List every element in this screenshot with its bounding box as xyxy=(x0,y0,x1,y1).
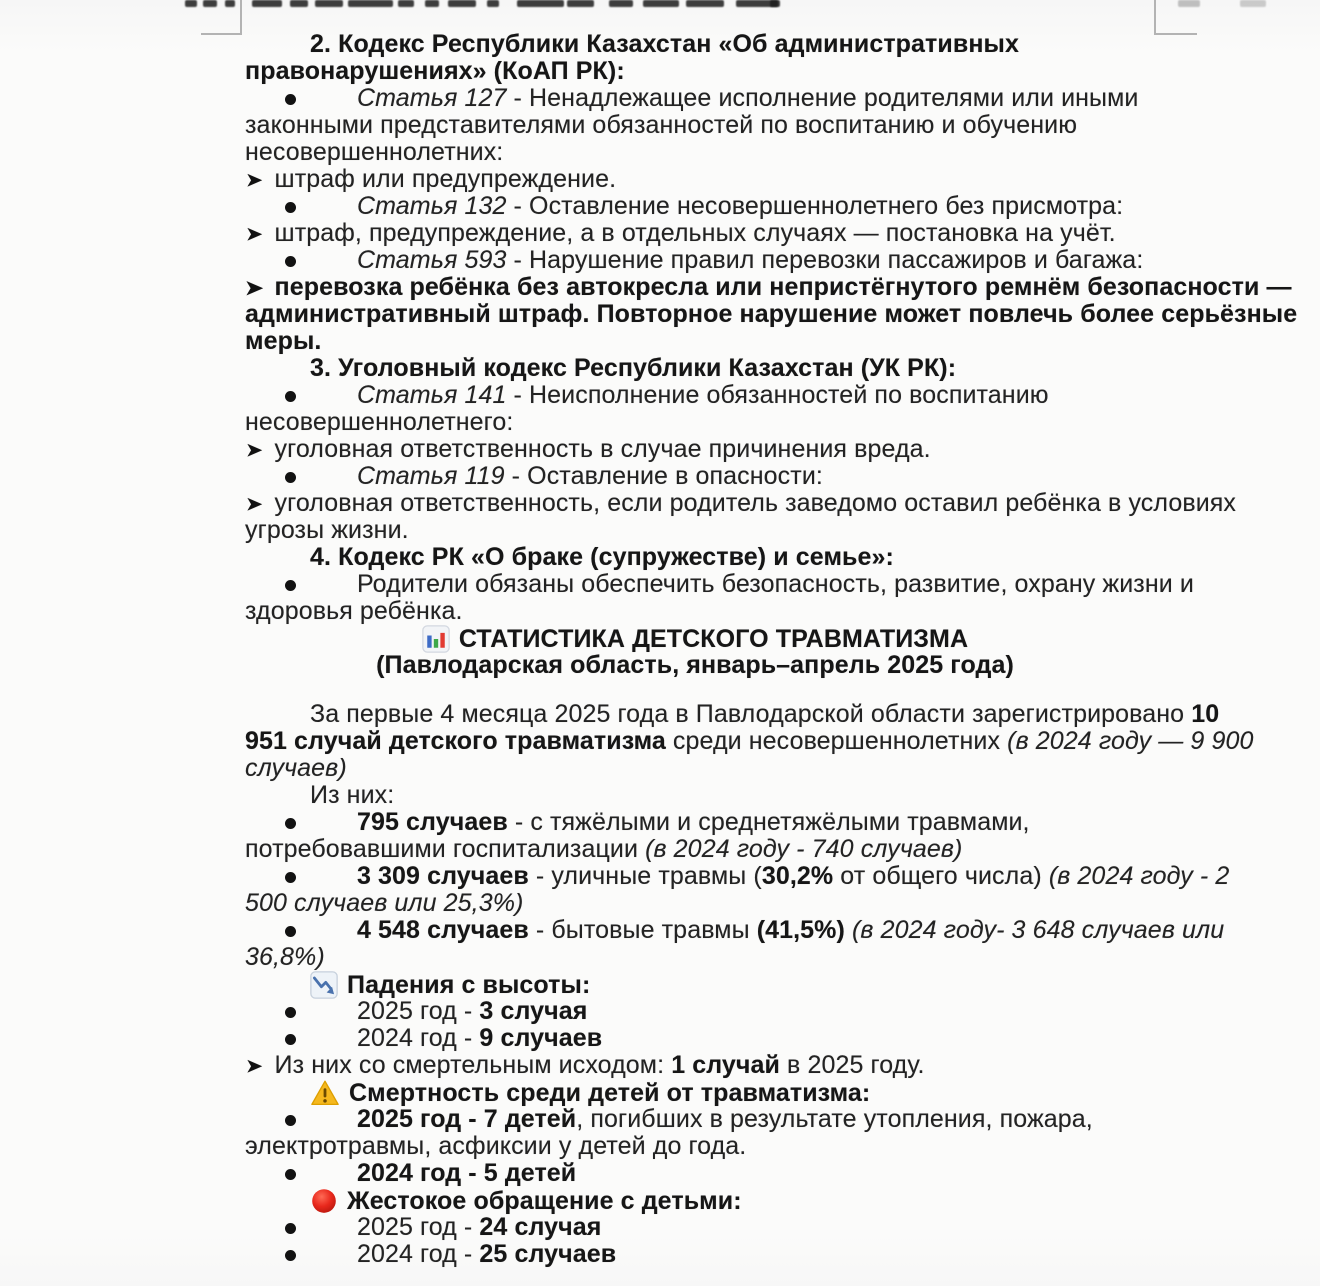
text-run: , погибших в результате утопления, пожара, xyxy=(576,1105,1093,1133)
text-run: 4. Кодекс РК «О браке (супружестве) и семье»: xyxy=(310,543,894,571)
cutoff-text-fragment xyxy=(686,0,724,7)
cutoff-text-fragment xyxy=(290,0,308,7)
doc-line xyxy=(245,220,1145,247)
doc-line xyxy=(245,436,1145,463)
doc-line xyxy=(245,727,1254,755)
bullet-icon xyxy=(285,1034,296,1045)
doc-line xyxy=(245,139,1145,166)
warning-icon xyxy=(310,1079,340,1107)
text-run: (в 2024 году - 740 случаев) xyxy=(645,835,963,863)
cutoff-text-fragment xyxy=(425,0,439,7)
doc-line xyxy=(245,862,1230,890)
text-run: 3 309 случаев xyxy=(357,862,529,890)
text-run: 30,2% xyxy=(761,862,834,890)
text-run: 2025 год - 7 детей xyxy=(357,1105,577,1133)
doc-line xyxy=(245,1052,1145,1079)
text-run: 2025 год - xyxy=(357,1213,480,1241)
doc-line xyxy=(245,382,1145,409)
doc-line xyxy=(245,409,1145,436)
cutoff-text-fragment xyxy=(398,0,414,7)
arrow-bullet-icon: ➤ xyxy=(245,492,264,515)
doc-line xyxy=(245,1214,1145,1241)
cutoff-text-fragment xyxy=(348,0,393,7)
doc-line xyxy=(245,598,1145,625)
text-run: 951 случай детского травматизма xyxy=(245,727,666,755)
doc-line xyxy=(245,1079,1145,1106)
doc-line xyxy=(245,944,1145,971)
cutoff-text-fragment xyxy=(567,0,594,7)
doc-line xyxy=(245,1133,1145,1160)
bullet-icon xyxy=(285,472,296,483)
text-run: 795 случаев xyxy=(357,808,508,836)
arrow-bullet-icon: ➤ xyxy=(245,168,264,191)
doc-line xyxy=(245,1160,1145,1187)
text-run: Падения с высоты: xyxy=(347,971,591,999)
bullet-icon xyxy=(285,202,296,213)
bar-chart-icon xyxy=(422,625,450,653)
text-run: меры. xyxy=(245,327,322,355)
bullet-icon xyxy=(285,872,296,883)
bullet-icon xyxy=(285,391,296,402)
text-run: 1 случай xyxy=(671,1051,780,1079)
doc-line xyxy=(245,85,1145,112)
doc-line xyxy=(245,517,1145,544)
text-run: Статья 593 xyxy=(357,246,507,274)
bullet-icon xyxy=(285,818,296,829)
red-circle-icon xyxy=(310,1187,338,1215)
doc-line xyxy=(245,247,1145,274)
doc-line xyxy=(245,489,1237,517)
doc-line xyxy=(245,998,1145,1025)
text-run: - уличные травмы ( xyxy=(528,862,762,890)
cutoff-text-fragment xyxy=(252,0,282,7)
text-run: штраф, предупреждение, а в отдельных случаях — постановка на учёт. xyxy=(274,219,1116,247)
doc-line xyxy=(245,166,1145,193)
text-run: СТАТИСТИКА ДЕТСКОГО ТРАВМАТИЗМА xyxy=(458,625,969,653)
text-run: несовершеннолетних: xyxy=(245,138,504,166)
text-run: (в 2024 году- 3 648 случаев или xyxy=(852,916,1225,944)
doc-line xyxy=(245,112,1145,139)
text-run: штраф или предупреждение. xyxy=(274,165,617,193)
cutoff-text-fragment xyxy=(643,0,679,7)
doc-line xyxy=(245,916,1225,944)
text-run: 2024 год - xyxy=(357,1240,480,1268)
text-run: (Павлодарская область, январь–апрель 2025 года) xyxy=(376,651,1014,679)
cutoff-text-fragment xyxy=(517,0,564,7)
text-run: 2024 год - 5 детей xyxy=(357,1159,577,1187)
text-run: случаев) xyxy=(245,754,347,782)
doc-line xyxy=(245,1025,1145,1052)
text-run: здоровья ребёнка. xyxy=(245,597,463,625)
text-run: 4 548 случаев xyxy=(357,916,529,944)
bullet-icon xyxy=(285,1223,296,1234)
text-run: 9 случаев xyxy=(479,1024,603,1052)
text-run: угрозы жизни. xyxy=(245,516,409,544)
text-run: Жестокое обращение с детьми: xyxy=(347,1187,742,1215)
text-run: (в 2024 году — 9 900 xyxy=(1007,727,1254,755)
text-run: 24 случая xyxy=(479,1213,602,1241)
doc-line xyxy=(245,782,1145,809)
doc-line xyxy=(245,809,1145,836)
text-run: Смертность среди детей от травматизма: xyxy=(349,1079,871,1107)
arrow-bullet-icon: ➤ xyxy=(245,1054,264,1077)
text-run: 3 случая xyxy=(479,997,588,1025)
cutoff-text-fragment xyxy=(315,0,343,7)
text-run: законными представителями обязанностей по воспитанию и обучению xyxy=(245,111,1078,139)
text-run: - с тяжёлыми и среднетяжёлыми травмами, xyxy=(507,808,1030,836)
bullet-icon xyxy=(285,94,296,105)
text-run: 2. Кодекс Республики Казахстан «Об административных xyxy=(310,30,1019,58)
text-run: - бытовые травмы xyxy=(528,916,757,944)
cutoff-text-fragment xyxy=(609,0,633,7)
text-run: 25 случаев xyxy=(479,1240,617,1268)
doc-line xyxy=(245,273,1292,301)
arrow-bullet-icon: ➤ xyxy=(245,438,264,461)
text-run: правонарушениях» (КоАП РК): xyxy=(245,57,625,85)
arrow-bullet-icon: ➤ xyxy=(245,222,264,245)
doc-line xyxy=(245,463,1145,490)
text-run: административный штраф. Повторное нарушение может повлечь более серьёзные xyxy=(245,300,1298,328)
doc-line xyxy=(245,193,1145,220)
text-run: - Ненадлежащее исполнение родителями или иными xyxy=(506,84,1139,112)
chart-down-icon xyxy=(310,971,338,999)
cutoff-text-fragment xyxy=(1178,0,1200,7)
text-run: (41,5%) xyxy=(756,916,845,944)
text-run: 3. Уголовный кодекс Республики Казахстан (УК РК): xyxy=(310,354,957,382)
text-run: несовершеннолетнего: xyxy=(245,408,514,436)
text-run: Из них со смертельным исходом: xyxy=(274,1051,672,1079)
text-run: 10 xyxy=(1191,700,1220,728)
document-text xyxy=(245,30,1298,1268)
text-run: уголовная ответственность, если родитель заведомо оставил ребёнка в условиях xyxy=(274,489,1237,517)
text-run: - Оставление в опасности: xyxy=(504,462,823,490)
cutoff-text-fragment xyxy=(203,0,217,7)
text-run: электротравмы, асфиксии у детей до года. xyxy=(245,1132,747,1160)
doc-line xyxy=(245,570,1194,598)
bullet-icon xyxy=(285,1169,296,1180)
cutoff-text-fragment xyxy=(770,0,780,7)
bullet-icon xyxy=(285,1250,296,1261)
text-run: уголовная ответственность в случае причинения вреда. xyxy=(274,435,931,463)
doc-line xyxy=(245,31,1145,58)
text-run: Родители обязаны обеспечить безопасность, развитие, охрану жизни и xyxy=(357,570,1194,598)
doc-line xyxy=(245,971,1145,998)
doc-line xyxy=(245,836,1145,863)
text-run: Статья 127 xyxy=(357,84,507,112)
doc-line xyxy=(245,625,1145,652)
bullet-icon xyxy=(285,256,296,267)
doc-line xyxy=(245,1187,1145,1214)
text-run: Статья 141 xyxy=(357,381,507,409)
text-run: среди несовершеннолетних xyxy=(665,727,1008,755)
text-run: перевозка ребёнка без автокресла или непристёгнутого ремнём безопасности — xyxy=(274,273,1292,301)
text-run: 500 случаев или 25,3%) xyxy=(245,889,524,917)
doc-line xyxy=(245,700,1220,728)
cutoff-text-fragment xyxy=(448,0,476,7)
text-run: 36,8%) xyxy=(245,943,325,971)
bullet-icon xyxy=(285,1007,296,1018)
doc-line xyxy=(245,1241,1145,1268)
doc-line xyxy=(245,890,1145,917)
text-run: потребовавшими госпитализации xyxy=(245,835,646,863)
doc-line xyxy=(245,355,1145,382)
doc-line xyxy=(245,652,1145,679)
cutoff-text-fragment xyxy=(1240,0,1266,7)
doc-line xyxy=(245,300,1298,328)
cutoff-text-fragment xyxy=(225,0,235,7)
cutoff-text-fragment xyxy=(185,0,197,7)
text-run: - Неисполнение обязанностей по воспитанию xyxy=(506,381,1049,409)
bullet-icon xyxy=(285,926,296,937)
text-run: в 2025 году. xyxy=(780,1051,925,1079)
text-run: 2025 год - xyxy=(357,997,480,1025)
doc-line xyxy=(245,328,1145,355)
doc-line xyxy=(245,755,1145,782)
bullet-icon xyxy=(285,1115,296,1126)
text-run: от общего числа) xyxy=(833,862,1049,890)
bullet-icon xyxy=(285,580,296,591)
text-run: Статья 132 xyxy=(357,192,507,220)
cutoff-text-fragment xyxy=(487,0,499,7)
doc-line xyxy=(245,58,1145,85)
text-run: (в 2024 году - 2 xyxy=(1048,862,1230,890)
text-run: - Оставление несовершеннолетнего без присмотра: xyxy=(506,192,1124,220)
text-run: Из них: xyxy=(310,781,395,809)
text-run: - Нарушение правил перевозки пассажиров и багажа: xyxy=(506,246,1144,274)
text-run: Статья 119 xyxy=(357,462,505,490)
text-run xyxy=(845,916,852,944)
doc-line xyxy=(245,544,1145,571)
text-run: 2024 год - xyxy=(357,1024,480,1052)
doc-line xyxy=(245,1106,1145,1133)
arrow-bullet-icon: ➤ xyxy=(245,276,264,299)
text-run: За первые 4 месяца 2025 года в Павлодарской области зарегистрировано xyxy=(310,700,1192,728)
